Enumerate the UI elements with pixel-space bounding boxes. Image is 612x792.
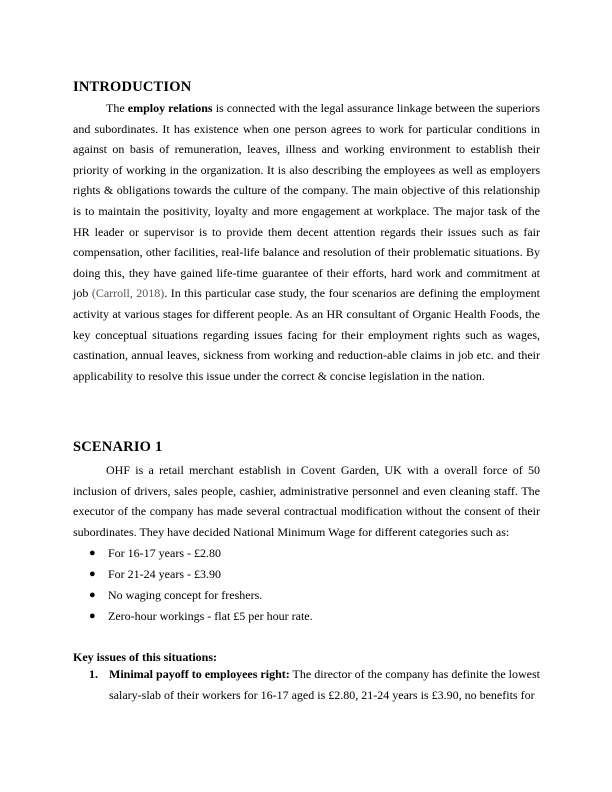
list-item-text: For 16-17 years - £2.80 bbox=[108, 546, 221, 560]
list-item bbox=[73, 606, 313, 627]
key-issues-list bbox=[73, 664, 540, 705]
issue-text: The director of the company has definite the lowest salary-slab of their workers for 16-17 aged is £2.80, 21-24 years is £3.90, no benefits for bbox=[109, 667, 541, 702]
wage-bullet-list bbox=[73, 543, 313, 627]
bullet-icon: ● bbox=[89, 589, 96, 601]
list-item bbox=[73, 564, 313, 585]
scenario-1-heading: SCENARIO 1 bbox=[73, 439, 163, 455]
bullet-icon: ● bbox=[89, 547, 96, 559]
introduction-paragraph bbox=[73, 98, 540, 386]
list-item-text: For 21-24 years - £3.90 bbox=[108, 567, 221, 581]
citation: (Carroll, 2018) bbox=[91, 286, 165, 301]
introduction-heading: INTRODUCTION bbox=[73, 79, 192, 95]
scenario-1-paragraph: OHF is a retail merchant establish in Covent Garden, UK with a overall force of 50 inclusion of drivers, sales people, cashier, administrative personnel and even cleaning staff. The executor of the company has made several contractual modification without the consent of their subordinates. They have decided National Minimum Wage for different categories such as: bbox=[73, 463, 540, 539]
intro-bold-term: employ relations bbox=[127, 101, 213, 115]
issue-title: Minimal payoff to employees right: bbox=[109, 667, 290, 681]
bullet-icon: ● bbox=[89, 568, 96, 580]
list-item bbox=[73, 664, 540, 705]
list-item bbox=[73, 585, 313, 606]
bullet-icon: ● bbox=[89, 610, 96, 622]
list-item bbox=[73, 543, 313, 564]
issue-number: 1. bbox=[89, 667, 98, 681]
list-item-text: No waging concept for freshers. bbox=[108, 588, 263, 602]
list-item-text: Zero-hour workings - flat £5 per hour rate. bbox=[108, 609, 313, 623]
intro-text-start: The bbox=[106, 101, 128, 115]
intro-text-middle: is connected with the legal assurance linkage between the superiors and subordinates. It has existence when one person agrees to work for particular conditions in against on basis of remuneration, leaves, illness and working environment to establish their priority of working in the organization. It is also describing the employees as well as employers rights & obligations towards the culture of the company. The main objective of this relationship is to maintain the positivity, loyalty and more engagement at workplace. The major task of the HR leader or supervisor is to provide them decent attention regards their issues such as fair compensation, other facilities, real-life balance and resolution of their problematic situations. By doing this, they have gained life-time guarantee of their efforts, hard work and commitment at job bbox=[73, 101, 540, 301]
key-issues-heading: Key issues of this situations: bbox=[73, 650, 218, 664]
intro-text-end: . In this particular case study, the four scenarios are defining the employment activity at various stages for different people. As an HR consultant of Organic Health Foods, the key conceptual situations regarding issues facing for their employment rights such as wages, castination, annual leaves, sickness from working and reduction-able claims in job etc. and their applicability to resolve this issue under the correct & concise legislation in the nation. bbox=[73, 286, 540, 383]
